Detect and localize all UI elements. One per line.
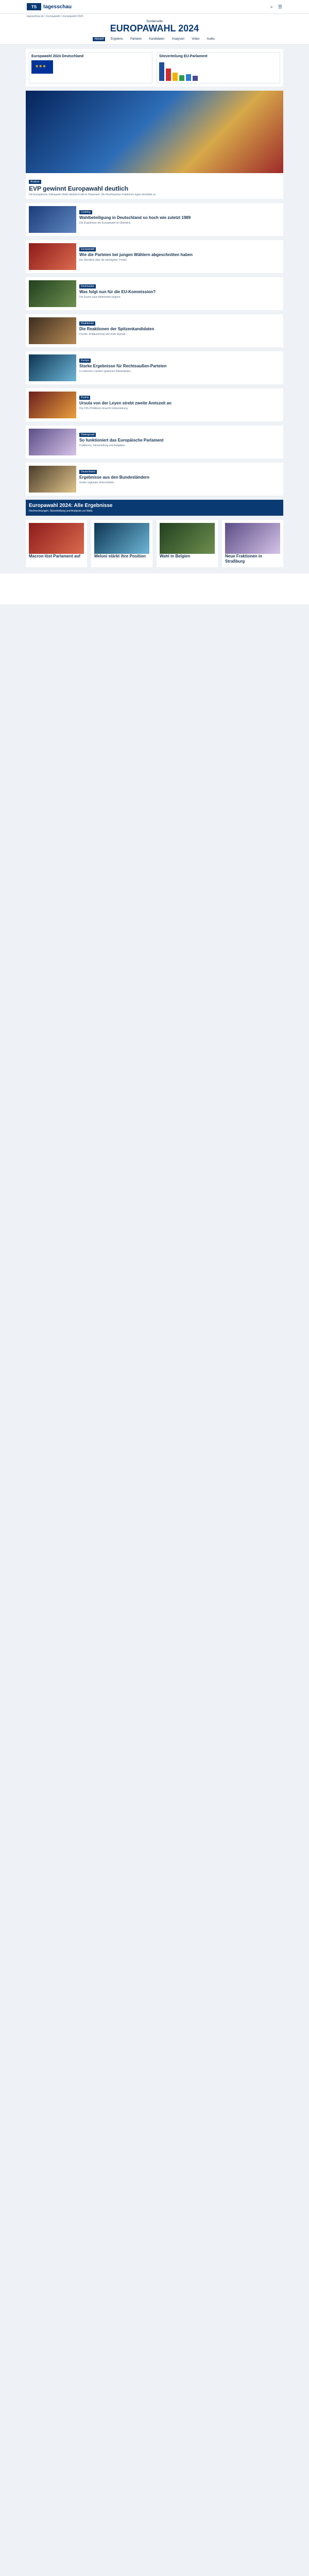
page-kicker: Sonderseite	[146, 20, 163, 23]
story-thumbnail	[29, 243, 76, 270]
hero-meta	[26, 173, 283, 199]
hero-text: Die Europäische Volkspartei bleibt stärkste Kraft im Parlament. Die Rechtsaußen-Fraktionen legen ebenfalls zu.	[29, 193, 157, 196]
story-tag: Hintergrund	[79, 433, 96, 437]
nav-item-aktuell[interactable]: Aktuell	[93, 37, 105, 41]
logo-text: tagesschau	[43, 4, 72, 10]
story-body	[79, 354, 280, 381]
story-grid	[26, 520, 283, 567]
story-list-item[interactable]	[26, 388, 283, 421]
page-title: EUROPAWAHL 2024	[110, 23, 199, 33]
search-icon[interactable]: ⌕	[270, 4, 273, 9]
story-body	[79, 206, 280, 233]
story-list-item[interactable]	[26, 463, 283, 496]
story-list	[26, 203, 283, 496]
grid-story-card[interactable]	[157, 520, 218, 567]
story-tag: Liveblog	[79, 210, 92, 214]
grid-story-thumbnail	[94, 523, 149, 554]
story-text: Freude, Enttäuschung und erste Signale.	[79, 333, 126, 336]
story-body	[79, 243, 280, 270]
results-teaser-band[interactable]	[26, 500, 283, 516]
page-headline	[0, 19, 309, 36]
logo-mark: TS	[27, 3, 41, 10]
story-tag: Reaktionen	[79, 321, 95, 326]
nav-item-audio[interactable]: Audio	[207, 38, 215, 41]
story-tag: Europawahl	[79, 247, 96, 251]
content-column	[26, 49, 283, 567]
nav-item-ergebnis[interactable]: Ergebnis	[111, 38, 123, 41]
hero-tag: Analyse	[29, 180, 41, 184]
results-card	[26, 49, 283, 87]
story-thumbnail	[29, 429, 76, 455]
page-footer	[0, 573, 309, 604]
story-text: Ein Überblick über die wichtigsten Trends.	[79, 259, 128, 262]
story-thumbnail	[29, 206, 76, 233]
story-tag: Europa	[79, 359, 91, 363]
story-thumbnail	[29, 466, 76, 493]
germany-results-panel[interactable]	[29, 52, 152, 83]
nav-item-analysen[interactable]: Analysen	[171, 38, 185, 41]
story-list-item[interactable]	[26, 351, 283, 384]
story-list-item[interactable]	[26, 314, 283, 347]
story-text: Die CDU-Politikerin braucht Unterstützung.	[79, 407, 129, 410]
story-thumbnail	[29, 354, 76, 381]
story-text: Große regionale Unterschiede.	[79, 481, 115, 484]
grid-story-title: Meloni stärkt ihre Position	[94, 554, 146, 558]
grid-story-thumbnail	[160, 523, 215, 554]
story-body	[79, 466, 280, 493]
story-list-item[interactable]	[26, 277, 283, 310]
story-title: Die Reaktionen der Spitzenkandidaten	[79, 327, 154, 331]
story-body	[79, 392, 280, 418]
grid-story-thumbnail	[225, 523, 280, 554]
parliament-results-panel[interactable]	[157, 52, 280, 83]
story-title: Wahlbeteiligung in Deutschland so hoch wie zuletzt 1989	[79, 215, 191, 220]
story-text: In mehreren Ländern gewinnen Nationalisten.	[79, 370, 132, 373]
story-text: Fraktionen, Sitzverteilung und Aufgaben.	[79, 444, 126, 447]
parliament-results-title: Sitzverteilung EU-Parlament	[159, 55, 208, 58]
grid-story-title: Macron löst Parlament auf	[29, 554, 81, 558]
header-actions	[270, 4, 282, 10]
story-thumbnail	[29, 317, 76, 344]
grid-story-title: Neue Fraktionen in Straßburg	[225, 554, 263, 564]
eu-flag-icon	[31, 60, 53, 74]
story-title: Was folgt nun für die EU-Kommission?	[79, 290, 156, 294]
nav-item-video[interactable]: Video	[192, 38, 200, 41]
story-tag: Porträt	[79, 396, 90, 400]
band-text: Hochrechnungen, Sitzverteilung und Analysen zur Wahl.	[29, 510, 93, 513]
grid-story-card[interactable]	[222, 520, 283, 567]
story-tag: Kommentar	[79, 284, 96, 289]
results-row	[29, 52, 280, 83]
seat-bar	[159, 62, 164, 81]
seat-bar	[193, 76, 198, 81]
story-title: Ergebnisse aus den Bundesländern	[79, 475, 150, 480]
site-logo[interactable]	[27, 3, 72, 10]
story-list-item[interactable]	[26, 426, 283, 459]
germany-results-title: Europawahl 2024 Deutschland	[31, 55, 84, 58]
story-text: Die Suche nach Mehrheiten beginnt.	[79, 296, 121, 299]
story-title: Starke Ergebnisse für Rechtsaußen-Parteien	[79, 364, 167, 368]
grid-story-title: Wahl in Belgien	[160, 554, 191, 558]
seat-bar	[166, 69, 171, 81]
story-title: So funktioniert das Europäische Parlament	[79, 438, 164, 443]
seat-bar	[186, 74, 191, 81]
story-title: Ursula von der Leyen strebt zweite Amtszeit an	[79, 401, 171, 405]
hero-image	[26, 91, 283, 173]
seat-bar	[179, 75, 184, 81]
hero-title: EVP gewinnt Europawahl deutlich	[29, 185, 129, 192]
story-body	[79, 317, 280, 344]
top-navigation	[0, 0, 309, 14]
grid-story-thumbnail	[29, 523, 84, 554]
band-title: Europawahl 2024: Alle Ergebnisse	[29, 503, 113, 509]
story-tag: Deutschland	[79, 470, 97, 474]
nav-item-parteien[interactable]: Parteien	[130, 38, 142, 41]
grid-story-card[interactable]	[91, 520, 152, 567]
breadcrumb: tagesschau.de > Europawahl > Europawahl 2024	[0, 14, 309, 19]
topic-navigation	[0, 36, 309, 45]
story-body	[79, 429, 280, 455]
story-thumbnail	[29, 392, 76, 418]
story-body	[79, 280, 280, 307]
seat-distribution-chart	[159, 60, 278, 81]
nav-item-kandidaten[interactable]: Kandidaten	[149, 38, 165, 41]
seat-bar	[173, 73, 178, 81]
menu-icon[interactable]: ☰	[278, 4, 282, 9]
grid-story-card[interactable]	[26, 520, 87, 567]
story-list-item[interactable]	[26, 240, 283, 273]
story-text: Die Ergebnisse der Europawahl im Überblick.	[79, 222, 131, 225]
hero-story[interactable]	[26, 91, 283, 199]
story-thumbnail	[29, 280, 76, 307]
story-list-item[interactable]	[26, 203, 283, 236]
story-title: Wie die Parteien bei jungen Wählern abgeschnitten haben	[79, 252, 193, 257]
